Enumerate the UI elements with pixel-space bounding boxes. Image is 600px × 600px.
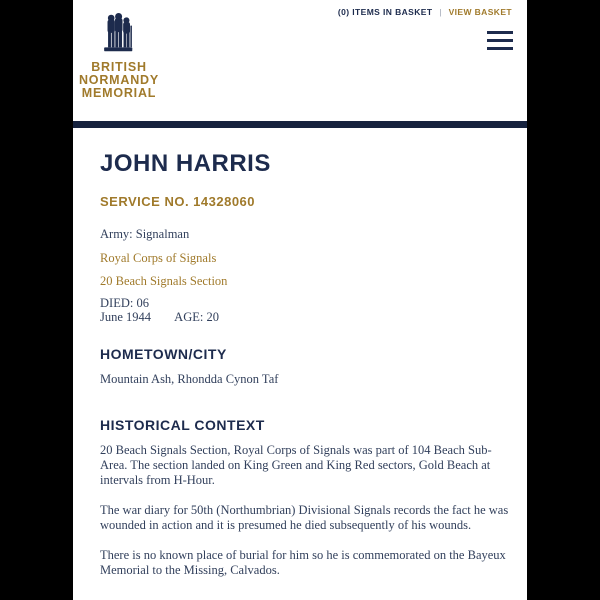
basket-separator: |	[439, 7, 442, 17]
page-container	[73, 0, 527, 600]
died-line1: DIED: 06	[100, 296, 149, 310]
hamburger-icon	[487, 31, 513, 50]
logo-text-line: BRITISH	[91, 60, 147, 74]
service-role: Army: Signalman	[100, 227, 190, 241]
service-number: SERVICE NO. 14328060	[100, 194, 256, 209]
died-age-block	[100, 296, 514, 324]
historical-context-heading: HISTORICAL CONTEXT	[100, 417, 265, 433]
historical-paragraph: The war diary for 50th (Northumbrian) Divisional Signals records the fact he was wounded in action and it is presumed he died subsequently of his wounds.	[100, 503, 509, 532]
site-logo[interactable]	[77, 8, 161, 100]
regiment-link[interactable]: Royal Corps of Signals	[100, 251, 217, 265]
age-value: AGE: 20	[174, 310, 219, 324]
died-date: June 1944	[100, 310, 152, 324]
logo-text-line: MEMORIAL	[81, 86, 157, 100]
historical-paragraph: There is no known place of burial for him so he is commemorated on the Bayeux Memorial to the Missing, Calvados.	[100, 548, 506, 577]
historical-context-body	[100, 443, 514, 578]
basket-bar	[338, 7, 512, 17]
soldiers-silhouette-icon	[77, 8, 161, 57]
menu-button[interactable]	[487, 31, 513, 50]
view-basket-link[interactable]: VIEW BASKET	[448, 7, 512, 17]
basket-status[interactable]: (0) ITEMS IN BASKET	[337, 7, 433, 17]
record-detail	[100, 150, 514, 593]
unit-link[interactable]: 20 Beach Signals Section	[100, 274, 228, 288]
header-divider	[73, 121, 527, 128]
logo-text-line: NORMANDY	[78, 73, 159, 87]
hometown-value: Mountain Ash, Rhondda Cynon Taf	[100, 372, 279, 386]
historical-paragraph: 20 Beach Signals Section, Royal Corps of Signals was part of 104 Beach Sub-Area. The section landed on King Green and King Red sectors, Gold Beach at intervals from H-Hour.	[100, 443, 492, 487]
hometown-heading: HOMETOWN/CITY	[100, 346, 227, 362]
page-title: JOHN HARRIS	[100, 150, 271, 177]
died-line2	[100, 310, 514, 324]
